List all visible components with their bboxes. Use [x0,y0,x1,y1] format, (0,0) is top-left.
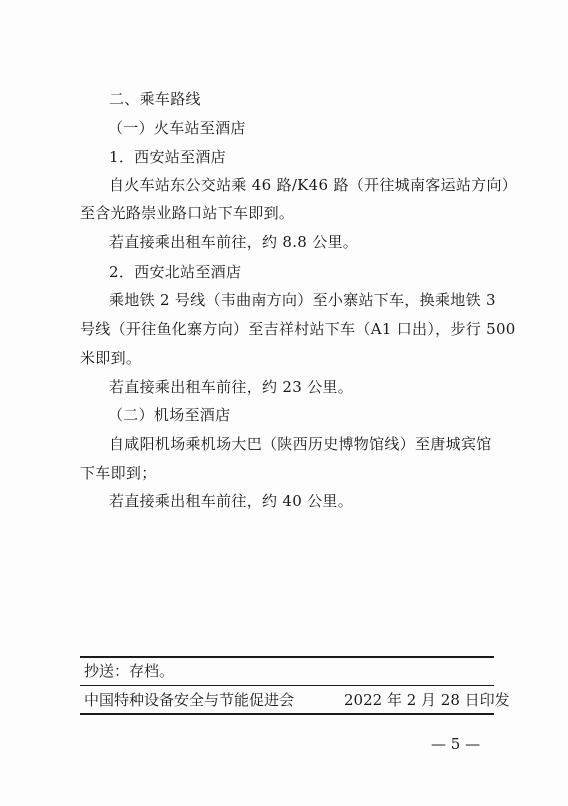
issuer-name: 中国特种设备安全与节能促进会 [84,691,295,709]
route-text-line: 下车即到； [80,464,157,482]
footer-middle-rule [80,685,494,686]
cc-line: 抄送：存档。 [84,662,175,680]
footer-top-rule [80,656,494,658]
route-text-line: 自咸阳机场乘机场大巴（陕西历史博物馆线）至唐城宾馆 [109,435,492,453]
route-text-line: 米即到。 [80,349,142,367]
route-text-line: 至含光路崇业路口站下车即到。 [80,204,295,222]
subsection-heading-train: （一）火车站至酒店 [108,119,246,137]
section-heading: 二、乘车路线 [109,90,201,108]
item-title-xian-north-station: 2．西安北站至酒店 [109,263,242,281]
subsection-heading-airport: （二）机场至酒店 [108,406,231,424]
taxi-distance-text: 若直接乘出租车前往，约 40 公里。 [109,492,354,510]
taxi-distance-text: 若直接乘出租车前往，约 23 公里。 [109,378,354,396]
taxi-distance-text: 若直接乘出租车前往，约 8.8 公里。 [109,233,359,251]
route-text-line: 乘地铁 2 号线（韦曲南方向）至小寨站下车，换乘地铁 3 [109,291,496,309]
issue-date: 2022 年 2 月 28 日印发 [344,691,510,709]
route-text-line: 号线（开往鱼化寨方向）至吉祥村站下车（A1 口出），步行 500 [80,320,516,338]
footer-bottom-rule [80,713,494,715]
route-text-line: 自火车站东公交站乘 46 路/K46 路（开往城南客运站方向） [109,176,518,194]
page-number: — 5 — [431,735,481,753]
item-title-xian-station: 1．西安站至酒店 [109,148,226,166]
